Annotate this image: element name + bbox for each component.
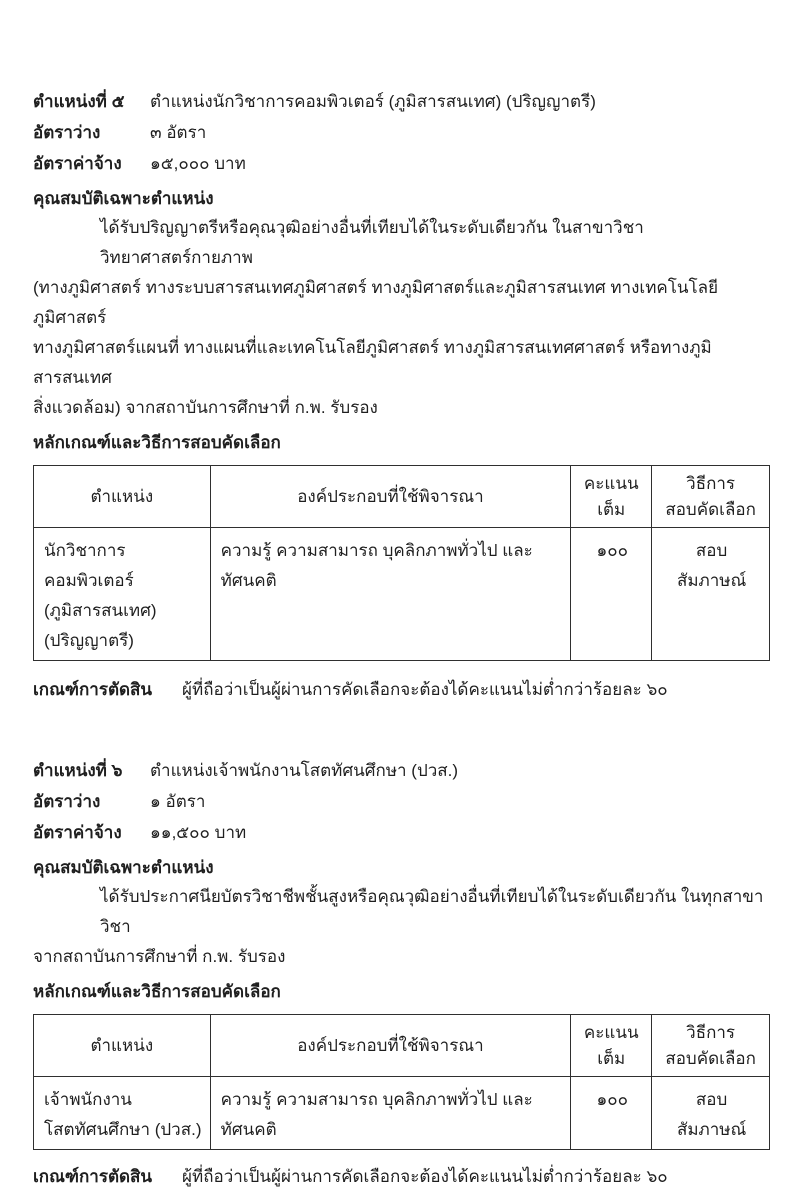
selection-method-heading: หลักเกณฑ์และวิธีการสอบคัดเลือก — [33, 433, 281, 452]
vacancy-row — [33, 786, 770, 817]
document-page — [0, 86, 800, 1186]
decision-label: เกณฑ์การตัดสิน — [33, 680, 153, 699]
wage-label: อัตราค่าจ้าง — [33, 154, 122, 173]
column-header-position: ตำแหน่ง — [34, 1015, 211, 1077]
cell-position-line: (ภูมิสารสนเทศ) — [44, 601, 157, 620]
cell-position-line: เจ้าพนักงาน — [44, 1090, 132, 1109]
column-header-score-line2: เต็ม — [597, 1048, 626, 1068]
column-header-score — [571, 466, 652, 528]
cell-position-line: โสตทัศนศึกษา (ปวส.) — [44, 1120, 202, 1139]
qualification-line: จากสถาบันการศึกษาที่ ก.พ. รับรอง — [33, 947, 286, 966]
column-header-score-line2: เต็ม — [597, 499, 626, 519]
position-number-row — [33, 755, 770, 786]
qualification-line: (ทางภูมิศาสตร์ ทางระบบสารสนเทศภูมิศาสตร์ ทางภูมิศาสตร์และภูมิสารสนเทศ ทางเทคโนโลยีภูมิศาสตร์ — [33, 278, 719, 327]
column-header-score — [571, 1015, 652, 1077]
column-header-method-line2: สอบคัดเลือก — [665, 1048, 756, 1068]
qualification-paragraph — [33, 213, 770, 423]
column-header-score-line1: คะแนน — [583, 473, 639, 493]
decision-text: ผู้ที่ถือว่าเป็นผู้ผ่านการคัดเลือกจะต้องได้คะแนนไม่ต่ำกว่าร้อยละ ๖๐ — [182, 680, 668, 699]
selection-method-heading: หลักเกณฑ์และวิธีการสอบคัดเลือก — [33, 982, 281, 1001]
cell-score: ๑๐๐ — [571, 528, 652, 661]
column-header-method-line1: วิธีการ — [686, 473, 736, 493]
table-header-row — [34, 466, 770, 528]
column-header-criteria: องค์ประกอบที่ใช้พิจารณา — [210, 466, 571, 528]
column-header-method — [652, 466, 770, 528]
position-title: ตำแหน่งนักวิชาการคอมพิวเตอร์ (ภูมิสารสนเทศ) (ปริญญาตรี) — [150, 92, 596, 111]
vacancy-label: อัตราว่าง — [33, 123, 101, 142]
column-header-score-line1: คะแนน — [583, 1022, 639, 1042]
position-number-row — [33, 86, 770, 117]
wage-value: ๑๕,๐๐๐ บาท — [150, 154, 246, 173]
cell-method: สอบสัมภาษณ์ — [652, 1077, 770, 1150]
position-5-section — [33, 86, 770, 705]
vacancy-row — [33, 117, 770, 148]
position-number-label: ตำแหน่งที่ ๕ — [33, 92, 125, 111]
qualification-line: สิ่งแวดล้อม) จากสถาบันการศึกษาที่ ก.พ. รับรอง — [33, 398, 378, 417]
column-header-position: ตำแหน่ง — [34, 466, 211, 528]
vacancy-value: ๓ อัตรา — [150, 123, 207, 142]
cell-position — [34, 1077, 211, 1150]
table-row — [34, 1077, 770, 1150]
position-number-label: ตำแหน่งที่ ๖ — [33, 761, 123, 780]
decision-criteria-row — [33, 675, 770, 705]
position-5-header-rows — [33, 86, 770, 179]
cell-score: ๑๐๐ — [571, 1077, 652, 1150]
qualification-line: ได้รับปริญญาตรีหรือคุณวุฒิอย่างอื่นที่เทียบได้ในระดับเดียวกัน ในสาขาวิชาวิทยาศาสตร์กายภาพ — [100, 218, 644, 267]
wage-row — [33, 817, 770, 848]
column-header-method — [652, 1015, 770, 1077]
qualification-paragraph — [33, 882, 770, 972]
qualification-heading: คุณสมบัติเฉพาะตำแหน่ง — [33, 189, 214, 208]
column-header-criteria: องค์ประกอบที่ใช้พิจารณา — [210, 1015, 571, 1077]
table-row — [34, 528, 770, 661]
selection-criteria-table — [33, 1014, 770, 1150]
wage-value: ๑๑,๕๐๐ บาท — [150, 823, 247, 842]
position-title: ตำแหน่งเจ้าพนักงานโสตทัศนศึกษา (ปวส.) — [150, 761, 459, 780]
decision-criteria-row — [33, 1162, 770, 1192]
column-header-method-line2: สอบคัดเลือก — [665, 499, 756, 519]
vacancy-value: ๑ อัตรา — [150, 792, 206, 811]
qualification-line: ทางภูมิศาสตร์แผนที่ ทางแผนที่และเทคโนโลยีภูมิศาสตร์ ทางภูมิสารสนเทศศาสตร์ หรือทางภูมิสารสนเทศ — [33, 338, 712, 387]
table-header-row — [34, 1015, 770, 1077]
selection-criteria-table — [33, 465, 770, 661]
position-6-header-rows — [33, 755, 770, 848]
qualification-line: ได้รับประกาศนียบัตรวิชาชีพชั้นสูงหรือคุณวุฒิอย่างอื่นที่เทียบได้ในระดับเดียวกัน ในทุกสาขาวิชา — [100, 887, 764, 936]
cell-method: สอบสัมภาษณ์ — [652, 528, 770, 661]
position-6-section — [33, 755, 770, 1192]
qualification-heading: คุณสมบัติเฉพาะตำแหน่ง — [33, 858, 214, 877]
decision-text: ผู้ที่ถือว่าเป็นผู้ผ่านการคัดเลือกจะต้องได้คะแนนไม่ต่ำกว่าร้อยละ ๖๐ — [182, 1167, 668, 1186]
wage-label: อัตราค่าจ้าง — [33, 823, 122, 842]
cell-position — [34, 528, 211, 661]
decision-label: เกณฑ์การตัดสิน — [33, 1167, 153, 1186]
cell-criteria: ความรู้ ความสามารถ บุคลิกภาพทั่วไป และทัศนคติ — [210, 1077, 571, 1150]
cell-position-line: (ปริญญาตรี) — [44, 631, 134, 650]
column-header-method-line1: วิธีการ — [686, 1022, 736, 1042]
cell-position-line: นักวิชาการคอมพิวเตอร์ — [44, 541, 134, 590]
vacancy-label: อัตราว่าง — [33, 792, 101, 811]
cell-criteria: ความรู้ ความสามารถ บุคลิกภาพทั่วไป และทัศนคติ — [210, 528, 571, 661]
wage-row — [33, 148, 770, 179]
